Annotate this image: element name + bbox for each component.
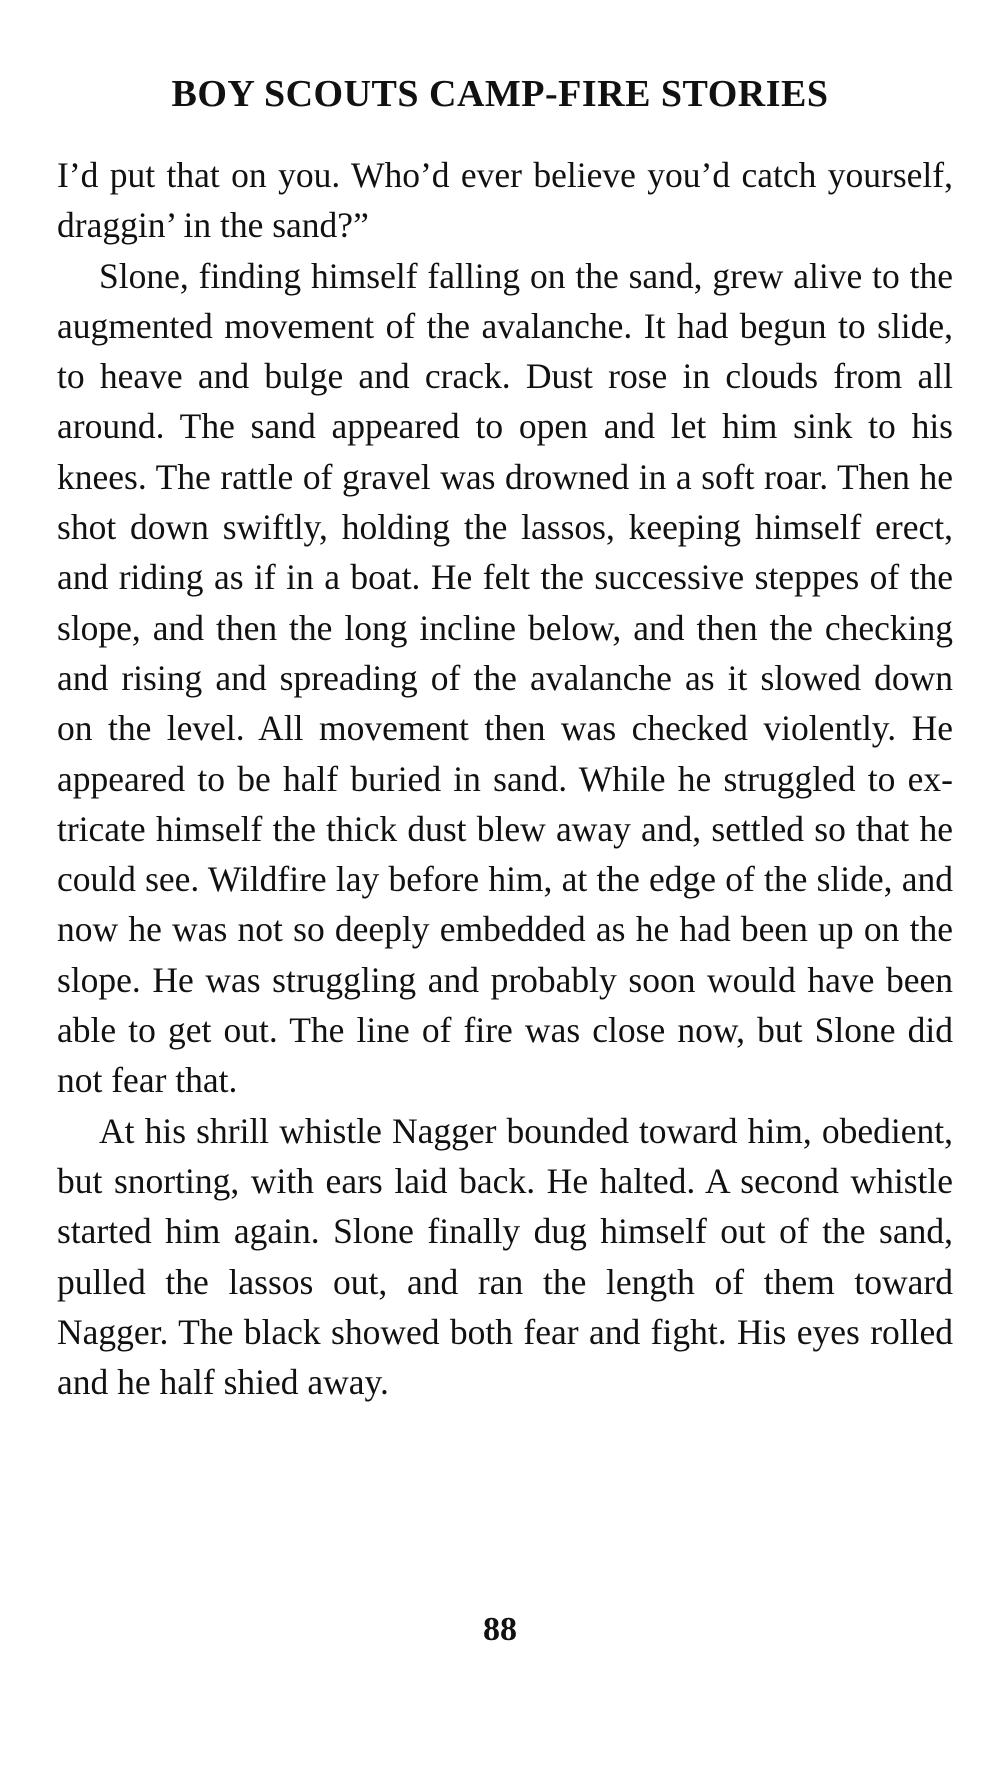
- paragraph-avalanche: Slone, finding himself falling on the sand, grew alive to the augmented movement of the avalanche. It had begun to slide, to heave and bulge and crack. Dust rose in clouds from all around. The sand appeared to open and let him sink to his knees. The rattle of gravel was drowned in a soft roar. Then he shot down swiftly, holding the lassos, keeping himself erect, and riding as if in a boat. He felt the successive steppes of the slope, and then the long incline below, and then the checking and rising and spreading of the avalanche as it slowed down on the level. All movement then was checked violently. He appeared to be half buried in sand. While he struggled to extricate himself the thick dust blew away and, settled so that he could see. Wildfire lay before him, at the edge of the slide, and now he was not so deeply embedded as he had been up on the slope. He was struggling and probably soon would have been able to get out. The line of fire was close now, but Slone did not fear that.: [57, 255, 953, 1101]
- running-head: BOY SCOUTS CAMP-FIRE STORIES: [171, 73, 829, 115]
- paragraph-whistle: At his shrill whistle Nagger bounded toward him, obedient, but snorting, with ears laid back. He halted. A second whistle started him again. Slone finally dug himself out of the sand, pulled the lassos out, and ran the length of them toward Nagger. The black showed both fear and fight. His eyes rolled and he half shied away.: [57, 1110, 953, 1403]
- page-number: 88: [483, 1611, 517, 1648]
- paragraph-continuation: I’d put that on you. Who’d ever believe you’d catch yourself, draggin’ in the sand?”: [57, 155, 953, 246]
- body-text: [57, 150, 953, 1407]
